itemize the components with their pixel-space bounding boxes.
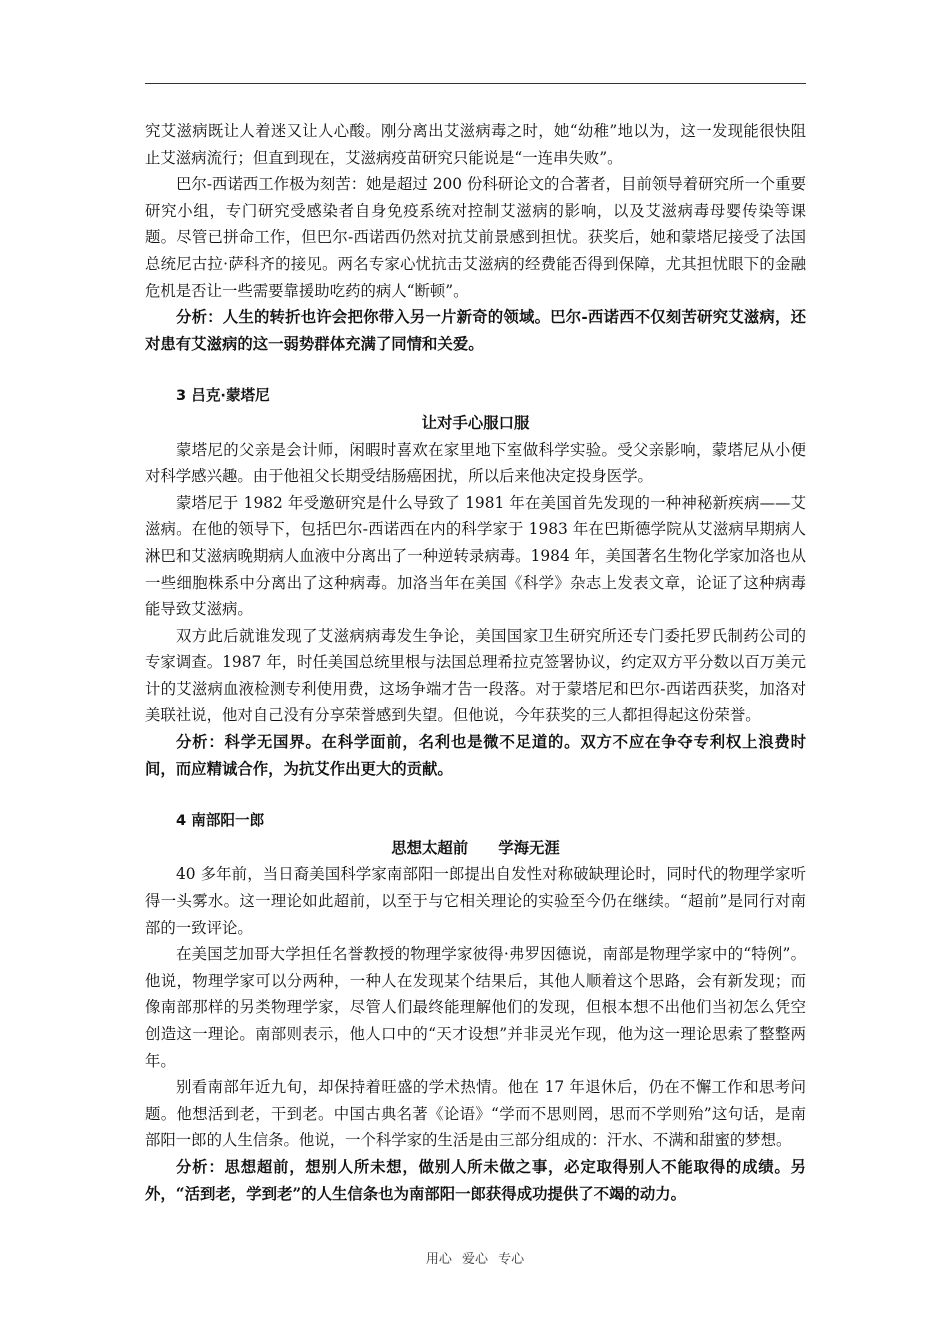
- paragraph: 巴尔-西诺西工作极为刻苦：她是超过 200 份科研论文的合著者，目前领导着研究所一个重要研究小组，专门研究受感染者自身免疫系统对控制艾滋病的影响，以及艾滋病毒母婴传染等课题。尽管已拼命工作，但巴尔-西诺西仍然对抗艾前景感到担忧。获奖后，她和蒙塔尼接受了法国总统尼古拉·萨科齐的接见。两名专家心忧抗击艾滋病的经费能否得到保障，尤其担忧眼下的金融危机是否让一些需要靠援助吃药的病人“断顿”。: [145, 175, 806, 300]
- header-rule: [145, 83, 806, 84]
- section-subtitle: [145, 835, 806, 862]
- paragraph: 蒙塔尼于 1982 年受邀研究是什么导致了 1981 年在美国首先发现的一种神秘新疾病——艾滋病。在他的领导下，包括巴尔-西诺西在内的科学家于 1983 年在巴斯德学院从艾滋病早期病人淋巴和艾滋病晚期病人血液中分离出了一种逆转录病毒。1984 年，美国著名生物化学家加洛也从一些细胞株系中分离出了这种病毒。加洛当年在美国《科学》杂志上发表文章，论证了这种病毒能导致艾滋病。: [145, 493, 806, 619]
- analysis-paragraph: 分析：科学无国界。在科学面前，名利也是微不足道的。双方不应在争夺专利权上浪费时间，而应精诚合作，为抗艾作出更大的贡献。: [145, 733, 806, 778]
- section-title: 3 吕克·蒙塔尼: [176, 387, 270, 405]
- page-footer: 用心 爱心 专心: [425, 1252, 525, 1267]
- paragraph: 双方此后就谁发现了艾滋病病毒发生争论，美国国家卫生研究所还专门委托罗氏制药公司的专家调查。1987 年，时任美国总统里根与法国总理希拉克签署协议，约定双方平分数以百万美元计的艾滋病血液检测专利使用费，这场争端才告一段落。对于蒙塔尼和巴尔-西诺西获奖，加洛对美联社说，他对自己没有分享荣誉感到失望。但他说，今年获奖的三人都担得起这份荣誉。: [145, 626, 806, 725]
- paragraph: 蒙塔尼的父亲是会计师，闲暇时喜欢在家里地下室做科学实验。受父亲影响，蒙塔尼从小便对科学感兴趣。由于他祖父长期受结肠癌困扰，所以后来他决定投身医学。: [145, 440, 806, 486]
- spacer: [145, 782, 806, 808]
- section-subtitle: 让对手心服口服: [421, 413, 530, 432]
- paragraph: 在美国芝加哥大学担任名誉教授的物理学家彼得·弗罗因德说，南部是物理学家中的“特例”。他说，物理学家可以分两种，一种人在发现某个结果后，其他人顺着这个思路，会有新发现；而像南部那样的另类物理学家，尽管人们最终能理解他们的发现，但根本想不出他们当初怎么凭空创造这一理论。南部则表示，他人口中的“天才设想”并非灵光乍现，他为这一理论思索了整整两年。: [145, 945, 806, 1070]
- section-title: 4 南部阳一郎: [176, 812, 265, 830]
- spacer: [145, 357, 806, 383]
- paragraph: 别看南部年近九旬，却保持着旺盛的学术热情。他在 17 年退休后，仍在不懈工作和思考问题。他想活到老，干到老。中国古典名著《论语》“学而不思则罔，思而不学则殆”这句话，是南部阳一郎的人生信条。他说，一个科学家的生活是由三部分组成的：汗水、不满和甜蜜的梦想。: [145, 1078, 806, 1150]
- subtitle-part: 思想太超前: [391, 838, 469, 857]
- subtitle-part: 学海无涯: [498, 838, 560, 857]
- document-body: [145, 118, 806, 1207]
- paragraph: 究艾滋病既让人着迷又让人心酸。刚分离出艾滋病毒之时，她“幼稚”地以为，这一发现能很快阻止艾滋病流行；但直到现在，艾滋病疫苗研究只能说是“一连串失败”。: [145, 122, 806, 167]
- analysis-paragraph: 分析：人生的转折也许会把你带入另一片新奇的领域。巴尔-西诺西不仅刻苦研究艾滋病，还对患有艾滋病的这一弱势群体充满了同情和关爱。: [145, 308, 806, 353]
- paragraph: 40 多年前，当日裔美国科学家南部阳一郎提出自发性对称破缺理论时，同时代的物理学家听得一头雾水。这一理论如此超前，以至于与它相关理论的实验至今仍在继续。“超前”是同行对南部的一致评论。: [145, 865, 806, 937]
- analysis-paragraph: 分析：思想超前，想别人所未想，做别人所未做之事，必定取得别人不能取得的成绩。另外，“活到老，学到老”的人生信条也为南部阳一郎获得成功提供了不竭的动力。: [145, 1157, 806, 1203]
